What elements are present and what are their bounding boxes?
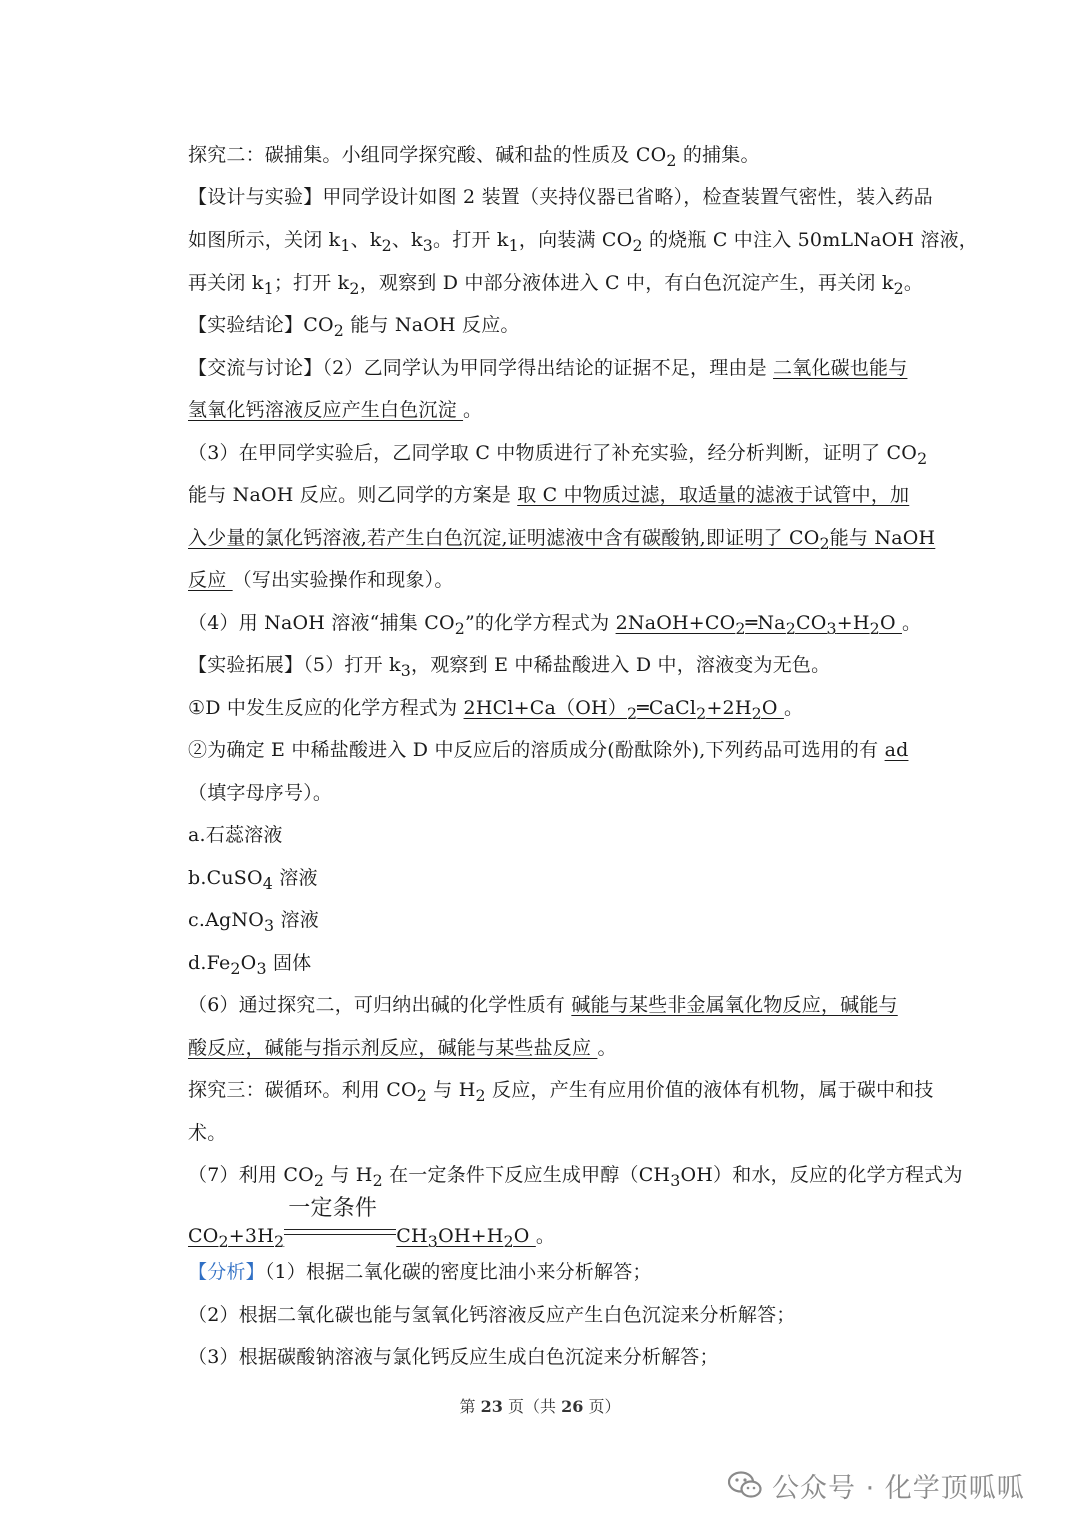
- text-line: 术。: [188, 1122, 227, 1144]
- analysis-label: 【分析】: [188, 1261, 265, 1283]
- answer-blank: $2NaOH+CO_2═Na_2CO_3+H_2O$: [615, 612, 902, 638]
- text-line: 【实验结论】$CO_2$ 能与 NaOH 反应。: [188, 314, 520, 340]
- text-line: （6）通过探究二，可归纳出碱的化学性质有 碱能与某些非金属氧化物反应，碱能与: [188, 994, 898, 1016]
- text-line: ②为确定 E 中稀盐酸进入 D 中反应后的溶质成分(酚酞除外),下列药品可选用的有 ad: [188, 739, 909, 761]
- analysis-line: （3）根据碳酸钠溶液与氯化钙反应生成白色沉淀来分析解答；: [188, 1346, 719, 1368]
- text-line: （填字母序号）。: [188, 782, 333, 804]
- answer-blank: 碱能与某些非金属氧化物反应，碱能与: [571, 994, 898, 1016]
- text-line: （3）在甲同学实验后，乙同学取 C 中物质进行了补充实验，经分析判断，证明了 $CO_2$: [188, 442, 928, 468]
- option-item: c.AgNO$_3$ 溶液: [188, 909, 319, 935]
- option-item: $d.Fe_2O_3$ 固体: [188, 952, 312, 978]
- page-footer: 第 23 页（共 26 页）: [459, 1397, 621, 1416]
- text-line: 酸反应，碱能与指示剂反应，碱能与某些盐反应 。: [188, 1037, 617, 1059]
- reaction-condition: [284, 1196, 396, 1242]
- equation-line: $CO_2+3H_2$ 一定条件 $CH_3OH+H_2O$ 。: [188, 1196, 556, 1251]
- equals-sign: [284, 1229, 396, 1235]
- text-line: （7）利用 $CO_2$ 与 $H_2$ 在一定条件下反应生成甲醇$(CH_3OH)$和水，反应的化学方程式为: [188, 1164, 963, 1190]
- text-line: 反应 （写出实验操作和现象）。: [188, 569, 454, 591]
- answer-blank: $CH_3OH+H_2O$: [396, 1225, 536, 1251]
- wechat-icon: [728, 1471, 762, 1499]
- answer-blank: ad: [884, 739, 909, 761]
- page-number: 23: [480, 1397, 503, 1416]
- text-line: 再关闭 $k_1$；打开 $k_2$，观察到 D 中部分液体进入 C 中，有白色沉淀产生，再关闭 $k_2$。: [188, 272, 924, 298]
- watermark: [728, 1465, 1025, 1505]
- analysis-line: 【分析】（1）根据二氧化碳的密度比油小来分析解答；: [188, 1261, 652, 1283]
- answer-blank: $2HCl+Ca(OH)_2═CaCl_2+2H_2O$: [463, 697, 784, 723]
- text-line: 能与 NaOH 反应。则乙同学的方案是 取 C 中物质过滤，取适量的滤液于试管中，加: [188, 484, 910, 506]
- text-line: 氢氧化钙溶液反应产生白色沉淀 。: [188, 399, 483, 421]
- text-line: ①D 中发生反应的化学方程式为 $2HCl+Ca(OH)_2═CaCl_2+2H_2O$ 。: [188, 697, 804, 723]
- answer-blank: 二氧化碳也能与: [773, 357, 908, 379]
- answer-blank: 取 C 中物质过滤，取适量的滤液于试管中，加: [517, 484, 910, 506]
- answer-blank: 氢氧化钙溶液反应产生白色沉淀: [188, 399, 464, 421]
- watermark-text: 公众号 · 化学顶呱呱: [772, 1472, 1025, 1504]
- text-line: 探究三：碳循环。利用 $CO_2$ 与 $H_2$ 反应，产生有应用价值的液体有机物，属于碳中和技: [188, 1079, 934, 1105]
- answer-blank: 入少量的氯化钙溶液,若产生白色沉淀,证明滤液中含有碳酸钠,即证明了 $CO_2$能与 NaOH: [188, 527, 936, 553]
- text-line: 【实验拓展】（5）打开 $k_3$，观察到 E 中稀盐酸进入 D 中，溶液变为无色。: [188, 654, 831, 680]
- option-item: a.石蕊溶液: [188, 824, 283, 846]
- text-line: 探究二：碳捕集。小组同学探究酸、碱和盐的性质及 $CO_2$ 的捕集。: [188, 144, 760, 170]
- answer-blank: $CO_2+3H_2$: [188, 1225, 285, 1251]
- answer-blank: 酸反应，碱能与指示剂反应，碱能与某些盐反应: [188, 1037, 598, 1059]
- analysis-line: （2）根据二氧化碳也能与氢氧化钙溶液反应产生白色沉淀来分析解答；: [188, 1304, 796, 1326]
- condition-label: 一定条件: [288, 1196, 378, 1221]
- text-line: 【设计与实验】甲同学设计如图 2 装置（夹持仪器已省略），检查装置气密性，装入药品: [188, 186, 933, 208]
- text-line: （4）用 NaOH 溶液“捕集 $CO_2$”的化学方程式为 $2NaOH+CO_2═Na_2CO_3+H_2O$ 。: [188, 612, 922, 638]
- option-item: b.CuSO$_4$ 溶液: [188, 867, 318, 893]
- text-line: 【交流与讨论】（2）乙同学认为甲同学得出结论的证据不足，理由是 二氧化碳也能与: [188, 357, 908, 379]
- total-pages: 26: [561, 1397, 584, 1416]
- text-line: 如图所示，关闭 $k_1$、$k_2$、$k_3$。打开 $k_1$，向装满 $CO_2$ 的烧瓶 C 中注入 50mLNaOH 溶液，: [188, 229, 978, 255]
- answer-blank: 反应: [188, 569, 233, 591]
- text-line: [188, 525, 935, 557]
